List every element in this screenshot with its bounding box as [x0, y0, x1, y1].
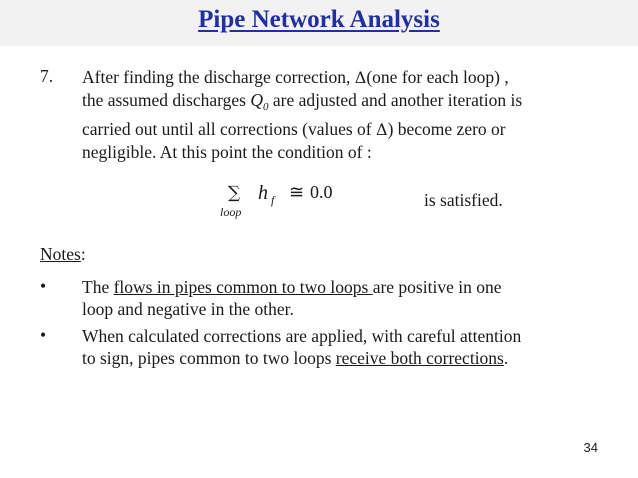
- bullet-1-line-2: loop and negative in the other.: [82, 299, 294, 319]
- bullet-2-post: .: [503, 348, 509, 368]
- bullet-2-text: [82, 325, 622, 369]
- line-3-text-b: ) become zero or: [387, 119, 506, 139]
- bullet-1-pre: The: [82, 277, 114, 297]
- bullet-1-line-1: [82, 276, 622, 298]
- item-7-line-3: [82, 118, 622, 141]
- item-7-line-2: [82, 89, 622, 118]
- satisfied-text: is satisfied.: [424, 190, 503, 210]
- delta-symbol: Δ: [354, 68, 367, 87]
- sigma-symbol: ∑: [228, 183, 241, 203]
- bullet-1-post: are positive in one: [372, 277, 502, 297]
- head-loss-symbol: h: [258, 182, 268, 204]
- slide-title: Pipe Network Analysis: [198, 6, 440, 33]
- approx-equal-symbol: ≅: [289, 182, 305, 203]
- line-1-text-a: After finding the discharge correction,: [82, 67, 355, 87]
- sum-index-label: loop: [220, 205, 242, 219]
- bullet-2-line-2: [82, 347, 622, 369]
- line-3-text-a: carried out until all corrections (values of: [82, 119, 376, 139]
- bullet-1-text: [82, 276, 622, 320]
- head-loss-subscript: f: [271, 193, 275, 207]
- bullet-2-line-1: When calculated corrections are applied, with careful attention: [82, 326, 522, 346]
- notes-heading-label: Notes: [40, 244, 81, 264]
- q-symbol: Q: [250, 90, 263, 110]
- line-1-text-b: (one for each loop) ,: [366, 67, 509, 87]
- bullet-1-underlined: flows in pipes common to two loops: [113, 277, 373, 297]
- page-number: 34: [583, 440, 598, 455]
- item-7-line-4: negligible. At this point the condition of :: [82, 142, 372, 162]
- line-2-text-b: are adjusted and another iteration is: [268, 90, 523, 110]
- notes-heading-colon: :: [80, 244, 86, 264]
- equation-value: 0.0: [310, 182, 333, 202]
- item-7-line-1: [82, 66, 622, 89]
- bullet-2-pre: to sign, pipes common to two loops: [82, 348, 336, 368]
- notes-heading: [40, 244, 86, 265]
- item-7-paragraph: [82, 66, 622, 163]
- line-2-text-a: the assumed discharges: [82, 90, 251, 110]
- bullet-2-underlined: receive both corrections: [335, 348, 504, 368]
- bullet-2-marker: •: [40, 325, 47, 345]
- delta-symbol: Δ: [376, 120, 388, 139]
- bullet-1-marker: •: [40, 276, 47, 296]
- item-number: 7.: [40, 66, 54, 86]
- q-subscript: 0: [262, 101, 269, 113]
